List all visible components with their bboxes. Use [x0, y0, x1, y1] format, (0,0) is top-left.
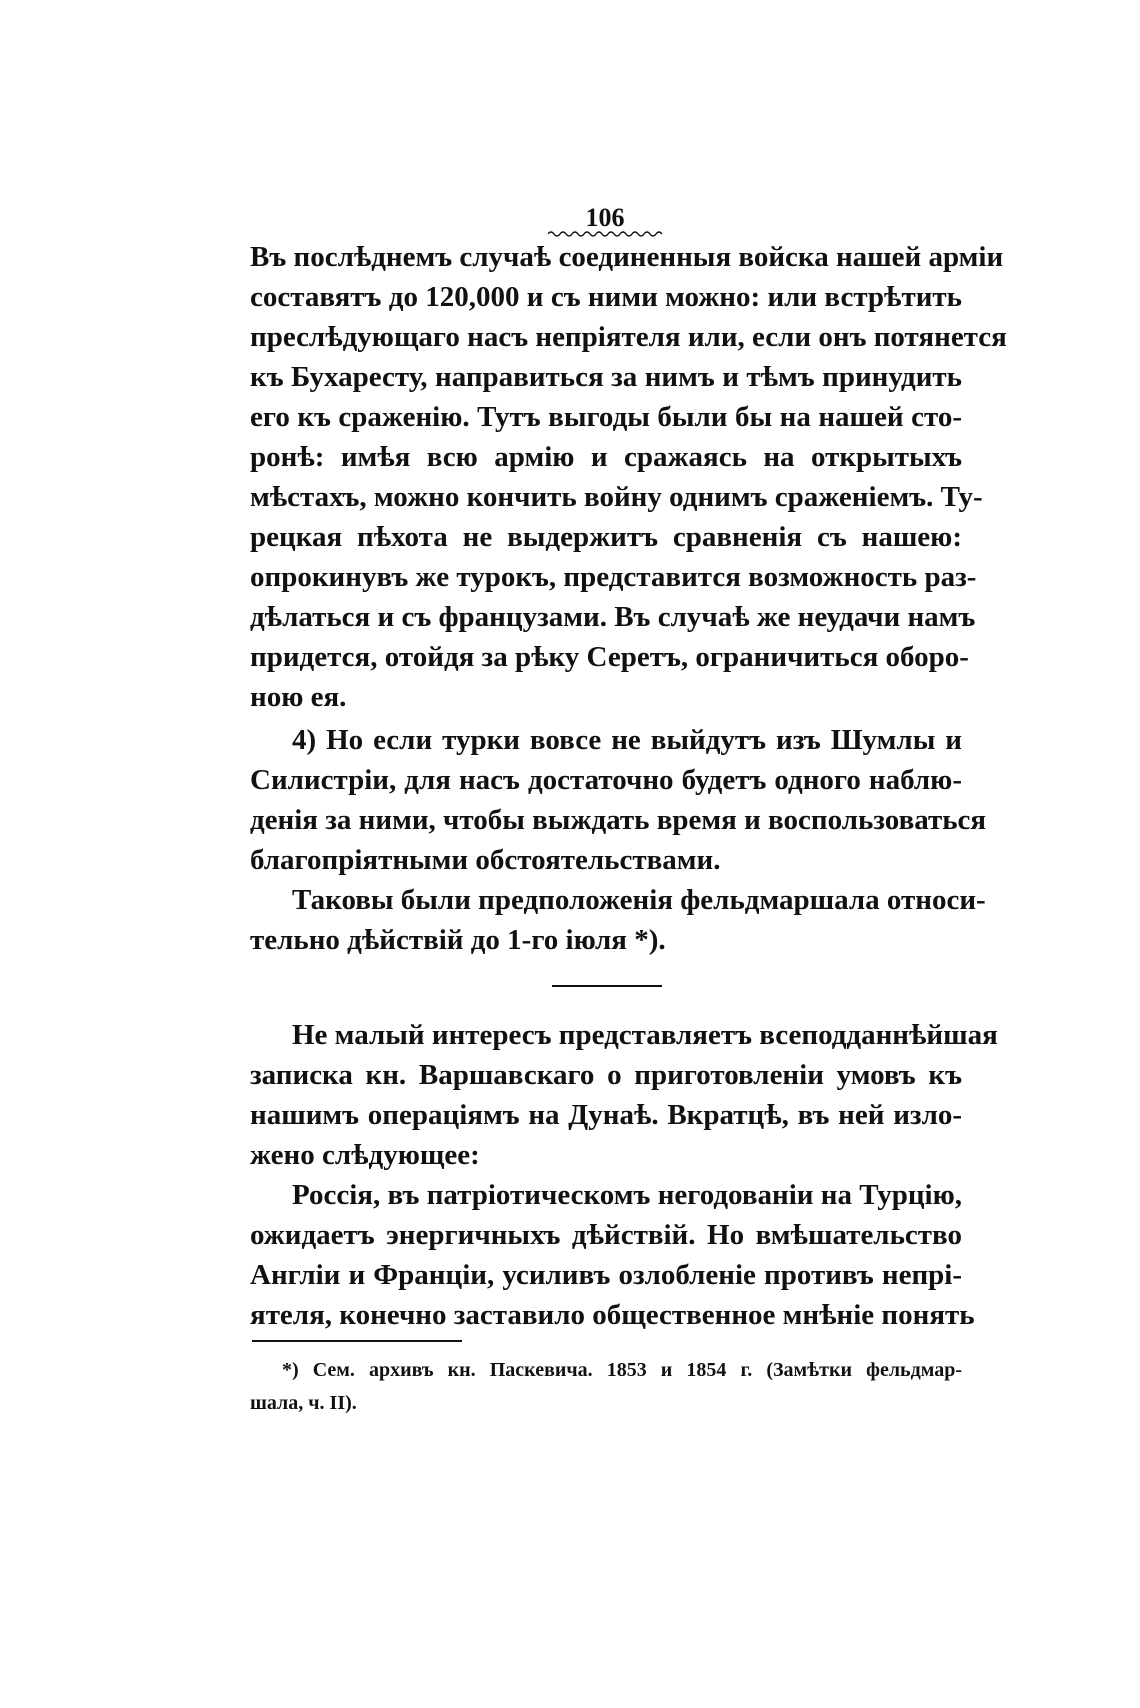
- text-line: придется, отойдя за рѣку Серетъ, ограничиться оборо-: [250, 641, 969, 673]
- text-line: Россія, въ патріотическомъ негодованіи на Турцію,: [292, 1179, 962, 1211]
- text-line: Силистріи, для насъ достаточно будетъ одного наблю-: [250, 764, 962, 796]
- text-line: опрокинувъ же турокъ, представится возможность раз-: [250, 561, 977, 593]
- paragraph-4: [250, 1015, 998, 1175]
- text-line: денія за ними, чтобы выждать время и воспользоваться: [250, 804, 987, 836]
- text-line: ронѣ: имѣя всю армію и сражаясь на открытыхъ: [250, 441, 962, 473]
- text-line: мѣстахъ, можно кончить войну однимъ сраженіемъ. Ту-: [250, 481, 983, 513]
- page-number: 106: [585, 203, 625, 232]
- paragraph-1: [250, 237, 1007, 717]
- text-line: записка кн. Варшавскаго о приготовленіи умовъ къ: [250, 1059, 962, 1091]
- text-line: составятъ до 120,000 и съ ними можно: или встрѣтить: [250, 281, 962, 313]
- text-line: ожидаетъ энергичныхъ дѣйствій. Но вмѣшательство: [250, 1219, 962, 1251]
- text-line: преслѣдующаго насъ непріятеля или, если онъ потянется: [250, 321, 1007, 353]
- text-line: Таковы были предположенія фельдмаршала относи-: [292, 884, 986, 916]
- footnote: [250, 1354, 962, 1420]
- paragraph-5: [250, 1175, 975, 1335]
- text-line: ною ея.: [250, 681, 347, 713]
- text-line: тельно дѣйствій до 1-го іюля *).: [250, 924, 666, 956]
- text-line: дѣлаться и съ французами. Въ случаѣ же неудачи намъ: [250, 601, 976, 633]
- text-line: Не малый интересъ представляетъ всеподданнѣйшая: [292, 1019, 998, 1051]
- text-line: жено слѣдующее:: [250, 1139, 480, 1171]
- text-line: благопріятными обстоятельствами.: [250, 844, 721, 876]
- text-line: нашимъ операціямъ на Дунаѣ. Вкратцѣ, въ ней изло-: [250, 1099, 962, 1131]
- section-divider: [552, 985, 662, 987]
- paragraph-3: [250, 880, 986, 960]
- footnote-line: шала, ч. II).: [250, 1392, 357, 1414]
- footnote-separator: [252, 1340, 462, 1342]
- paragraph-2: [250, 720, 987, 880]
- text-line: ятеля, конечно заставило общественное мнѣніе понять: [250, 1299, 975, 1331]
- text-line: рецкая пѣхота не выдержитъ сравненія съ нашею:: [250, 521, 962, 553]
- text-line: Въ послѣднемъ случаѣ соединенныя войска нашей арміи: [250, 241, 1004, 273]
- text-line: къ Бухаресту, направиться за нимъ и тѣмъ принудить: [250, 361, 962, 393]
- text-line: его къ сраженію. Тутъ выгоды были бы на нашей сто-: [250, 401, 962, 433]
- text-line: 4) Но если турки вовсе не выйдутъ изъ Шумлы и: [292, 724, 962, 756]
- footnote-line: *) Сем. архивъ кн. Паскевича. 1853 и 1854 г. (Замѣтки фельдмар-: [282, 1359, 962, 1381]
- text-line: Англіи и Франціи, усиливъ озлобленіе противъ непрі-: [250, 1259, 962, 1291]
